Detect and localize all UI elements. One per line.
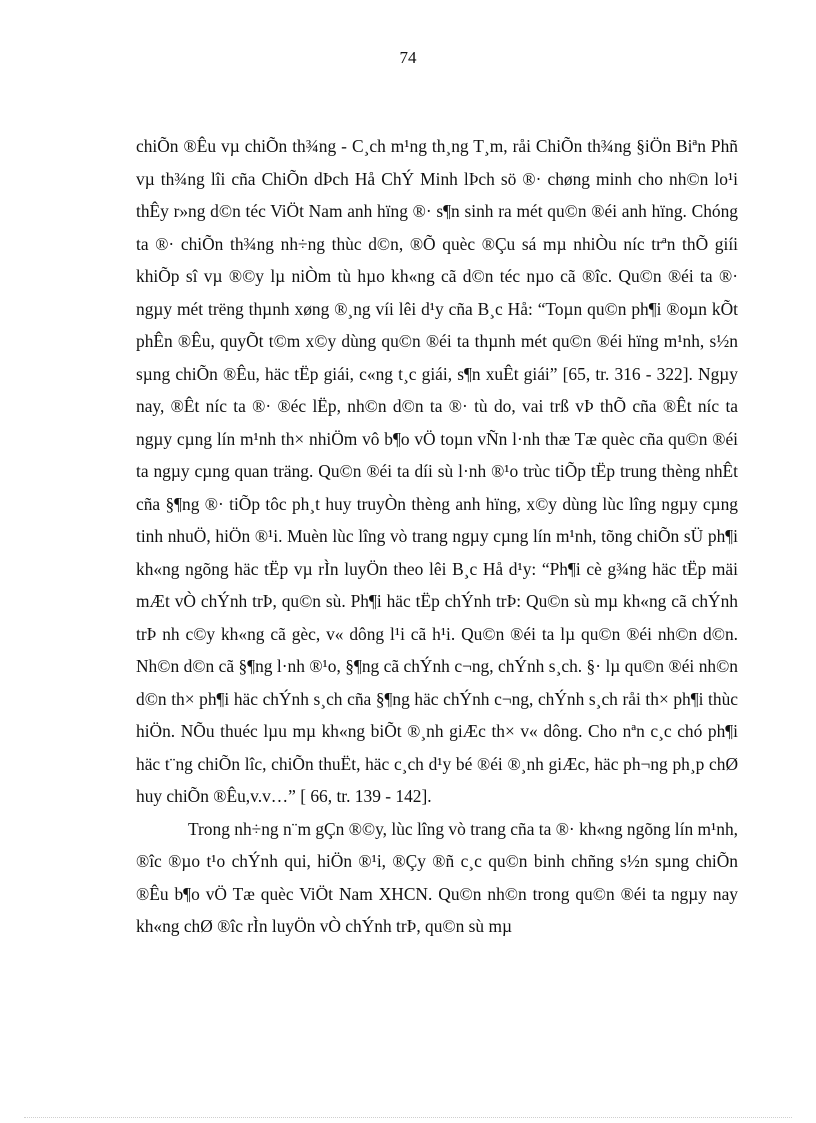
paragraph-1: chiÕn ®Êu vµ chiÕn th¾ng - C¸ch m¹ng th¸ng T¸m, råi ChiÕn th¾ng §iÖn Biªn Phñ vµ th¾ng lîi cña ChiÕn dÞch Hå ChÝ Minh lÞch sö ®· chøng minh cho nh©n lo¹i thÊy r»ng d©n téc ViÖt Nam anh hïng ®· s¶n sinh ra mét qu©n ®éi anh hïng. Chóng ta ®· chiÕn th¾ng nh÷ng thùc d©n, ®Õ quèc ®Çu sá mµ nhiÒu níc trªn thÕ giíi khiÕp sî vµ ®©y lµ niÒm tù hµo kh«ng cã d©n téc nµo cã ®îc. Qu©n ®éi ta ®· ngµy mét trëng thµnh xøng ®¸ng víi lêi d¹y cña B¸c Hå: “Toµn qu©n ph¶i ®oµn kÕt phÊn ®Êu, quyÕt t©m x©y dùng qu©n ®éi ta thµnh mét qu©n ®éi hïng m¹nh, s½n sµng chiÕn ®Êu, häc tËp giái, c«ng t¸c giái, s¶n xuÊt giái” [65, tr. 316 - 322]. Ngµy nay, ®Êt níc ta ®· ®éc lËp, nh©n d©n ta ®· tù do, vai trß vÞ thÕ cña ®Êt níc ta ngµy cµng lín m¹nh th× nhiÖm vô b¶o vÖ toµn vÑn l·nh thæ Tæ quèc cña qu©n ®éi ta ngµy cµng quan träng. Qu©n ®éi ta díi sù l·nh ®¹o trùc tiÕp tËp trung thèng nhÊt cña §¶ng ®· tiÕp tôc ph¸t huy truyÒn thèng anh hïng, x©y dùng lùc lîng ngµy cµng tinh nhuÖ, hiÖn ®¹i. Muèn lùc lîng vò trang ngµy cµng lín m¹nh, tõng chiÕn sÜ ph¶i kh«ng ngõng häc tËp vµ rÌn luyÖn theo lêi B¸c Hå d¹y: “Ph¶i cè g¾ng häc tËp mäi mÆt vÒ chÝnh trÞ, qu©n sù. Ph¶i häc tËp chÝnh trÞ: Qu©n sù mµ kh«ng cã chÝnh trÞ nh c©y kh«ng cã gèc, v« dông l¹i cã h¹i. Qu©n ®éi ta lµ qu©n ®éi nh©n d©n. Nh©n d©n cã §¶ng l·nh ®¹o, §¶ng cã chÝnh c¬ng, chÝnh s¸ch. §· lµ qu©n ®éi nh©n d©n th× ph¶i häc chÝnh s¸ch cña §¶ng häc chÝnh c¬ng, chÝnh s¸ch råi th× ph¶i thùc hiÖn. NÕu thuéc lµu mµ kh«ng biÕt ®¸nh giÆc th× v« dông. Cho nªn c¸c chó ph¶i häc t¨ng chiÕn lîc, chiÕn thuËt, häc c¸ch d¹y bé ®éi ®¸nh giÆc, häc ph¬ng ph¸p chØ huy chiÕn ®Êu,v.v…” [ 66, tr. 139 - 142].	[136, 136, 738, 806]
paragraph-2: Trong nh÷ng n¨m gÇn ®©y, lùc lîng vò trang cña ta ®· kh«ng ngõng lín m¹nh, ®îc ®µo t¹o chÝnh qui, hiÖn ®¹i, ®Çy ®ñ c¸c qu©n binh chñng s½n sµng chiÕn ®Êu b¶o vÖ Tæ quèc ViÖt Nam XHCN. Qu©n nh©n trong qu©n ®éi ta ngµy nay kh«ng chØ ®îc rÌn luyÖn vÒ chÝnh trÞ, qu©n sù mµ	[136, 818, 738, 936]
document-body	[136, 130, 738, 943]
page-bottom-rule	[24, 1117, 792, 1118]
page-number: 74	[399, 48, 417, 67]
